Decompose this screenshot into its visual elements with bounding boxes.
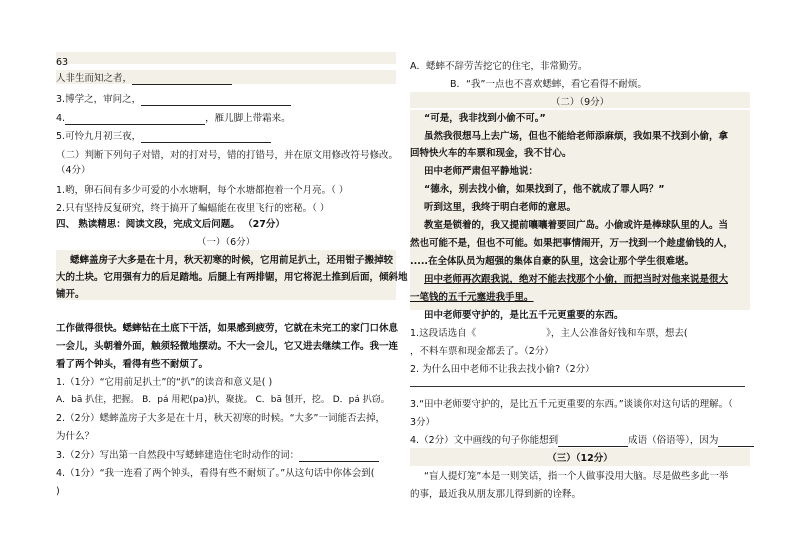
story-line-4: 田中老师严肃但平静地说： [424, 166, 539, 177]
story-line-6: 听到这里，我终于明白老师的意思。 [424, 202, 577, 213]
passage-1-line-1: 蟋蟀盖房子大多是在十月，秋天初寒的时候，它用前足扒土，还用钳子搬掉较 [70, 255, 394, 266]
section-2-title: （二）判断下列句子对错，对的打对号，错的打错号，并在原文用修改符号修改。 [56, 150, 399, 161]
answer-line [410, 386, 745, 387]
option-b: B．“我”一点也不喜欢蟋蟀，看它看得不耐烦。 [450, 79, 647, 90]
story-line-3: 回特快火车的车票和现金，我不甘心。 [410, 148, 572, 159]
judge-item-2: 2.只有坚持反复研究，终于搞开了蝙蝠能在夜里飞行的密秘。（ ） [56, 203, 330, 214]
fill-line-3: 3.博学之，审问之， [56, 93, 291, 106]
section-3-line-2: 的事，最近我从朋友那儿得到新的诠释。 [410, 489, 582, 500]
story-line-8: 然也可能不是，但也不可能。如果把事情闹开，万一找到一个趁虚偷钱的人， [410, 238, 734, 249]
question-2-line-2: 为什么？ [56, 431, 95, 442]
section-2-points: （4分） [56, 165, 91, 176]
story-line-12: 田中老师要守护的，是比五千元更重要的东西。 [424, 310, 624, 321]
subsection-2-title: （二）（9分） [550, 97, 610, 108]
question-1: 1.（1分）“它用前足扒土”的“扒”的读音和意义是( ) [56, 377, 273, 388]
story-line-11-underlined: 一笔钱的五千元塞进我手里。 [410, 292, 534, 303]
question-1-options: A．bā 扒住，把握。 B．pá 用耙(pa)扒，聚拢。 C．bā 刨开，挖。 D．pá 扒窃。 [56, 395, 390, 405]
passage-2-line-3: 看了两个钟头，看得有些不耐烦了。 [56, 359, 209, 370]
passage-2-line-1: 工作做得很快。蟋蟀钻在土底下干活，如果感到疲劳，它就在未完工的家门口休息 [56, 323, 399, 334]
story-line-10-underlined: 田中老师再次跟我说，绝对不能去找那个小偷，而把当时对他来说是很大 [424, 274, 729, 285]
judge-item-1: 1.哟，卵石间有多少可爱的小水塘啊，每个水塘都抱着一个月亮。（ ） [56, 185, 349, 196]
section-3-line-1: “盲人提灯笼”本是一则笑话，指一个人做事没用大脑。尽是做些多此一举 [424, 471, 729, 482]
right-question-3-line-2: 3分） [410, 417, 436, 428]
passage-1-line-2: 大的土块。它用强有力的后足踏地。后腿上有两排锯，用它将泥土推到后面，倾斜地 [56, 272, 408, 283]
subsection-1-title: （一）（6分） [196, 237, 256, 248]
page-number: 63 [56, 57, 69, 68]
option-a: A．蟋蟀不辞劳苦挖它的住宅，非常勤劳。 [410, 61, 588, 72]
subsection-3-title: （三）（12分） [547, 453, 613, 464]
right-question-4: 4.（2分）文中画线的句子你能想到 成语（俗语等），因为 [410, 434, 754, 447]
story-line-7: 教室是锁着的，我又提前嚷嚷着要回广岛。小偷或许是棒球队里的人。当 [424, 220, 729, 231]
shaded-band [56, 52, 396, 64]
passage-2-line-2: 一会儿，头朝着外面，触须轻微地摆动。不大一会儿，它又进去继续工作。我一连 [56, 341, 399, 352]
story-line-5: “德永，别去找小偷，如果找到了，他不就成了罪人吗？” [424, 184, 665, 195]
passage-1-line-3: 铺开。 [56, 289, 85, 300]
section-4-title: 四、 熟读精思：阅读文段，完成文后问题。 （27分） [56, 219, 285, 230]
fill-line-5: 5.可怜九月初三夜， [56, 130, 271, 143]
right-question-1-cont: ，不料车票和现金都丢了。（2分） [410, 346, 554, 357]
right-question-1: 1.这段话选自《 》，主人公准备好钱和车票，想去( [410, 328, 688, 339]
story-line-9: .....在全体队员为超强的集体自豪的队里，这会让那个学生很难堪。 [410, 256, 695, 267]
question-4-line-1: 4.（1分）“我一连看了两个钟头，看得有些不耐烦了。”从这句话中你体会到( [56, 468, 375, 479]
question-2-line-1: 2.（2分）蟋蟀盖房子大多是在十月，秋天初寒的时候。“大多”一词能否去掉， [56, 413, 385, 424]
right-question-2: 2. 为什么田中老师不让我去找小偷?（2分） [410, 364, 595, 375]
story-line-2: 虽然我很想马上去广场，但也不能给老师添麻烦，我如果不找到小偷，拿 [424, 131, 729, 142]
fill-line-4: 4. ，雁儿脚上带霜来。 [56, 113, 291, 124]
question-3: 3.（2分）写出第一自然段中写蟋蟀建造住宅时动作的词： [56, 449, 379, 462]
story-line-1: “可是，我非找到小偷不可。” [424, 113, 546, 124]
right-question-3-line-1: 3.“田中老师要守护的，是比五千元更重要的东西。”谈谈你对这句话的理解。（ [410, 399, 733, 410]
question-4-line-2: ) [56, 486, 60, 497]
fill-line-1: 人非生而知之者， [56, 72, 232, 85]
